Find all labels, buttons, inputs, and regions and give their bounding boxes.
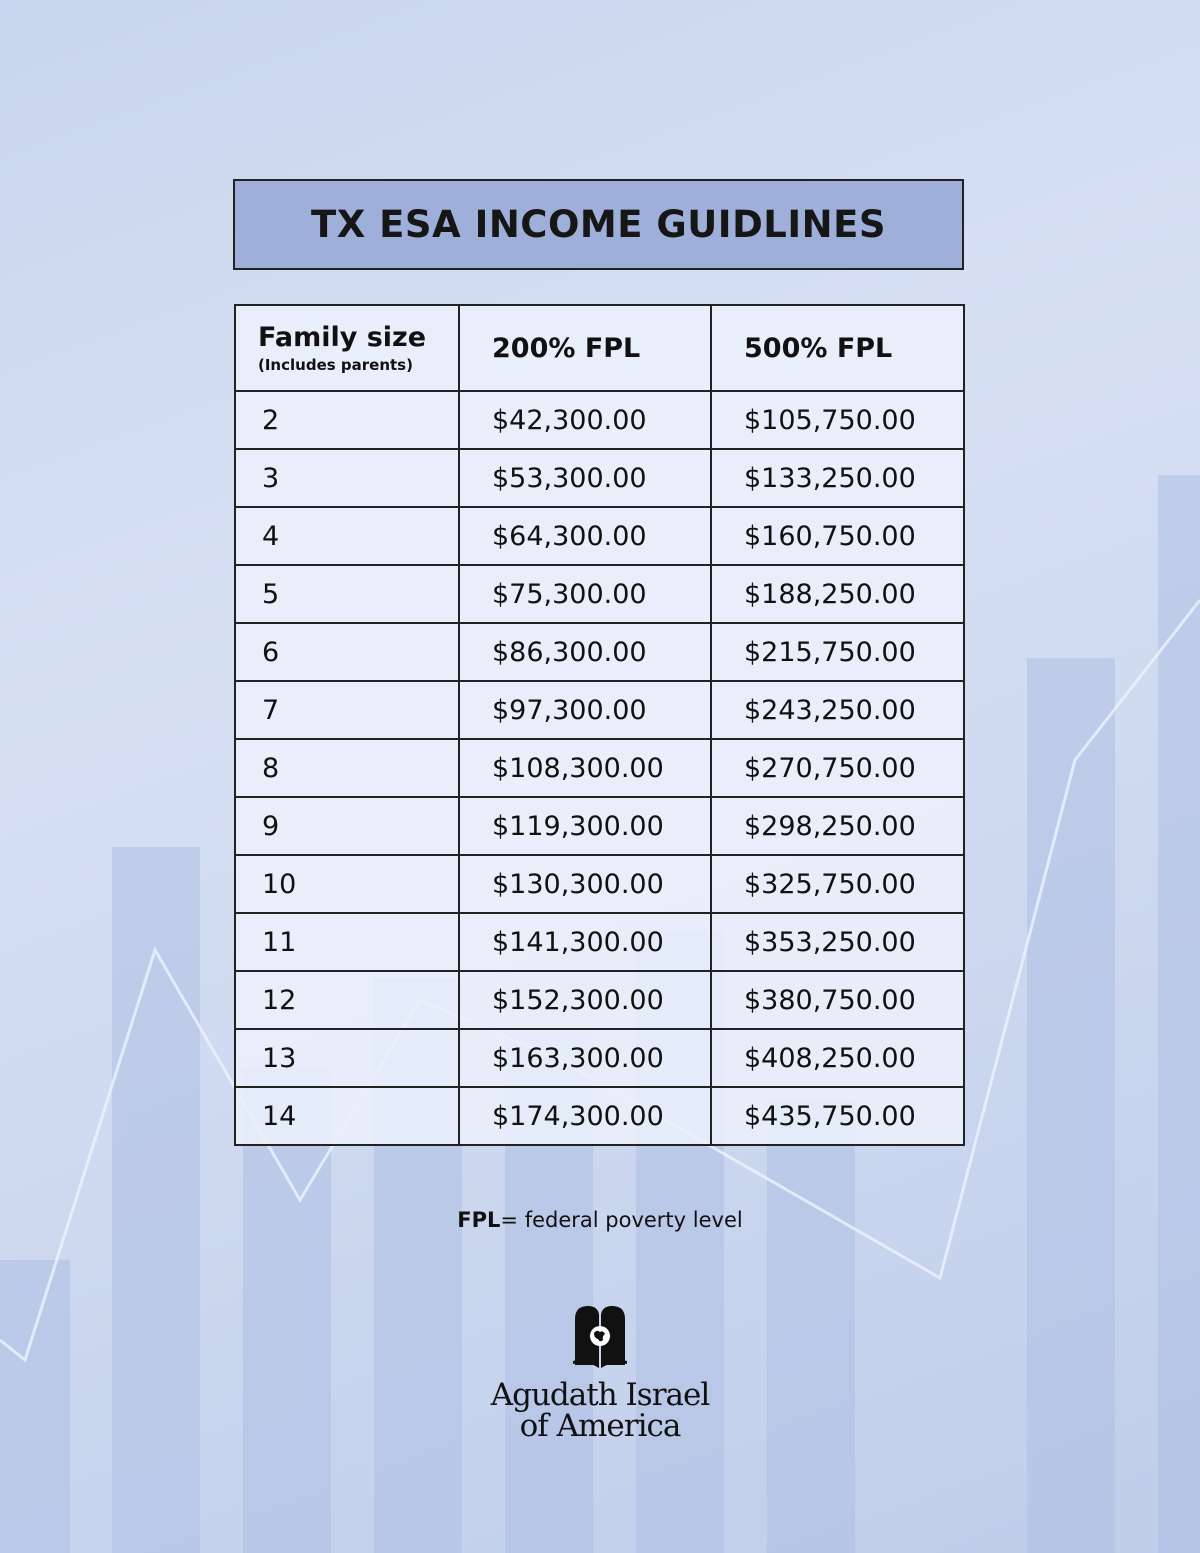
cell-500-fpl: $105,750.00 <box>711 391 964 449</box>
cell-200-fpl: $119,300.00 <box>459 797 711 855</box>
cell-family-size: 8 <box>235 739 459 797</box>
cell-500-fpl: $133,250.00 <box>711 449 964 507</box>
table-row <box>235 913 964 971</box>
cell-family-size: 3 <box>235 449 459 507</box>
cell-family-size: 5 <box>235 565 459 623</box>
table-header-row <box>235 305 964 391</box>
cell-500-fpl: $435,750.00 <box>711 1087 964 1145</box>
cell-500-fpl: $298,250.00 <box>711 797 964 855</box>
cell-200-fpl: $130,300.00 <box>459 855 711 913</box>
cell-family-size: 6 <box>235 623 459 681</box>
bg-bar <box>767 1100 855 1553</box>
cell-200-fpl: $152,300.00 <box>459 971 711 1029</box>
cell-family-size: 7 <box>235 681 459 739</box>
table-row <box>235 623 964 681</box>
header-500-fpl: 500% FPL <box>711 305 964 391</box>
cell-200-fpl: $75,300.00 <box>459 565 711 623</box>
header-family-size-note: (Includes parents) <box>258 356 413 374</box>
cell-family-size: 4 <box>235 507 459 565</box>
table-row <box>235 681 964 739</box>
cell-family-size: 13 <box>235 1029 459 1087</box>
cell-200-fpl: $174,300.00 <box>459 1087 711 1145</box>
cell-500-fpl: $353,250.00 <box>711 913 964 971</box>
cell-200-fpl: $108,300.00 <box>459 739 711 797</box>
table-row <box>235 739 964 797</box>
table-row <box>235 449 964 507</box>
cell-500-fpl: $408,250.00 <box>711 1029 964 1087</box>
cell-500-fpl: $325,750.00 <box>711 855 964 913</box>
organization-logo <box>0 1377 1200 1444</box>
logo-line-2: of America <box>519 1408 681 1444</box>
table-row <box>235 1029 964 1087</box>
table-row <box>235 797 964 855</box>
cell-500-fpl: $380,750.00 <box>711 971 964 1029</box>
cell-500-fpl: $188,250.00 <box>711 565 964 623</box>
header-200-fpl: 200% FPL <box>459 305 711 391</box>
cell-200-fpl: $97,300.00 <box>459 681 711 739</box>
cell-family-size: 12 <box>235 971 459 1029</box>
table-row <box>235 1087 964 1145</box>
income-guidelines-table <box>234 304 965 1146</box>
logo-line-1: Agudath Israel <box>490 1377 710 1413</box>
book-globe-icon <box>572 1303 628 1369</box>
cell-200-fpl: $163,300.00 <box>459 1029 711 1087</box>
cell-200-fpl: $42,300.00 <box>459 391 711 449</box>
cell-500-fpl: $270,750.00 <box>711 739 964 797</box>
table-row <box>235 391 964 449</box>
cell-family-size: 9 <box>235 797 459 855</box>
header-family-size <box>235 305 459 391</box>
page-title: TX ESA INCOME GUIDLINES <box>310 203 887 246</box>
footnote <box>0 1208 1200 1232</box>
table-row <box>235 855 964 913</box>
footnote-term: FPL <box>457 1208 501 1232</box>
cell-200-fpl: $64,300.00 <box>459 507 711 565</box>
cell-family-size: 14 <box>235 1087 459 1145</box>
cell-500-fpl: $160,750.00 <box>711 507 964 565</box>
cell-200-fpl: $141,300.00 <box>459 913 711 971</box>
cell-family-size: 10 <box>235 855 459 913</box>
cell-500-fpl: $215,750.00 <box>711 623 964 681</box>
table-row <box>235 971 964 1029</box>
cell-200-fpl: $53,300.00 <box>459 449 711 507</box>
cell-family-size: 11 <box>235 913 459 971</box>
cell-family-size: 2 <box>235 391 459 449</box>
cell-200-fpl: $86,300.00 <box>459 623 711 681</box>
header-family-size-label: Family size <box>258 322 427 353</box>
cell-500-fpl: $243,250.00 <box>711 681 964 739</box>
footnote-definition: = federal poverty level <box>500 1208 743 1232</box>
title-banner <box>233 179 964 270</box>
table-row <box>235 565 964 623</box>
table-row <box>235 507 964 565</box>
